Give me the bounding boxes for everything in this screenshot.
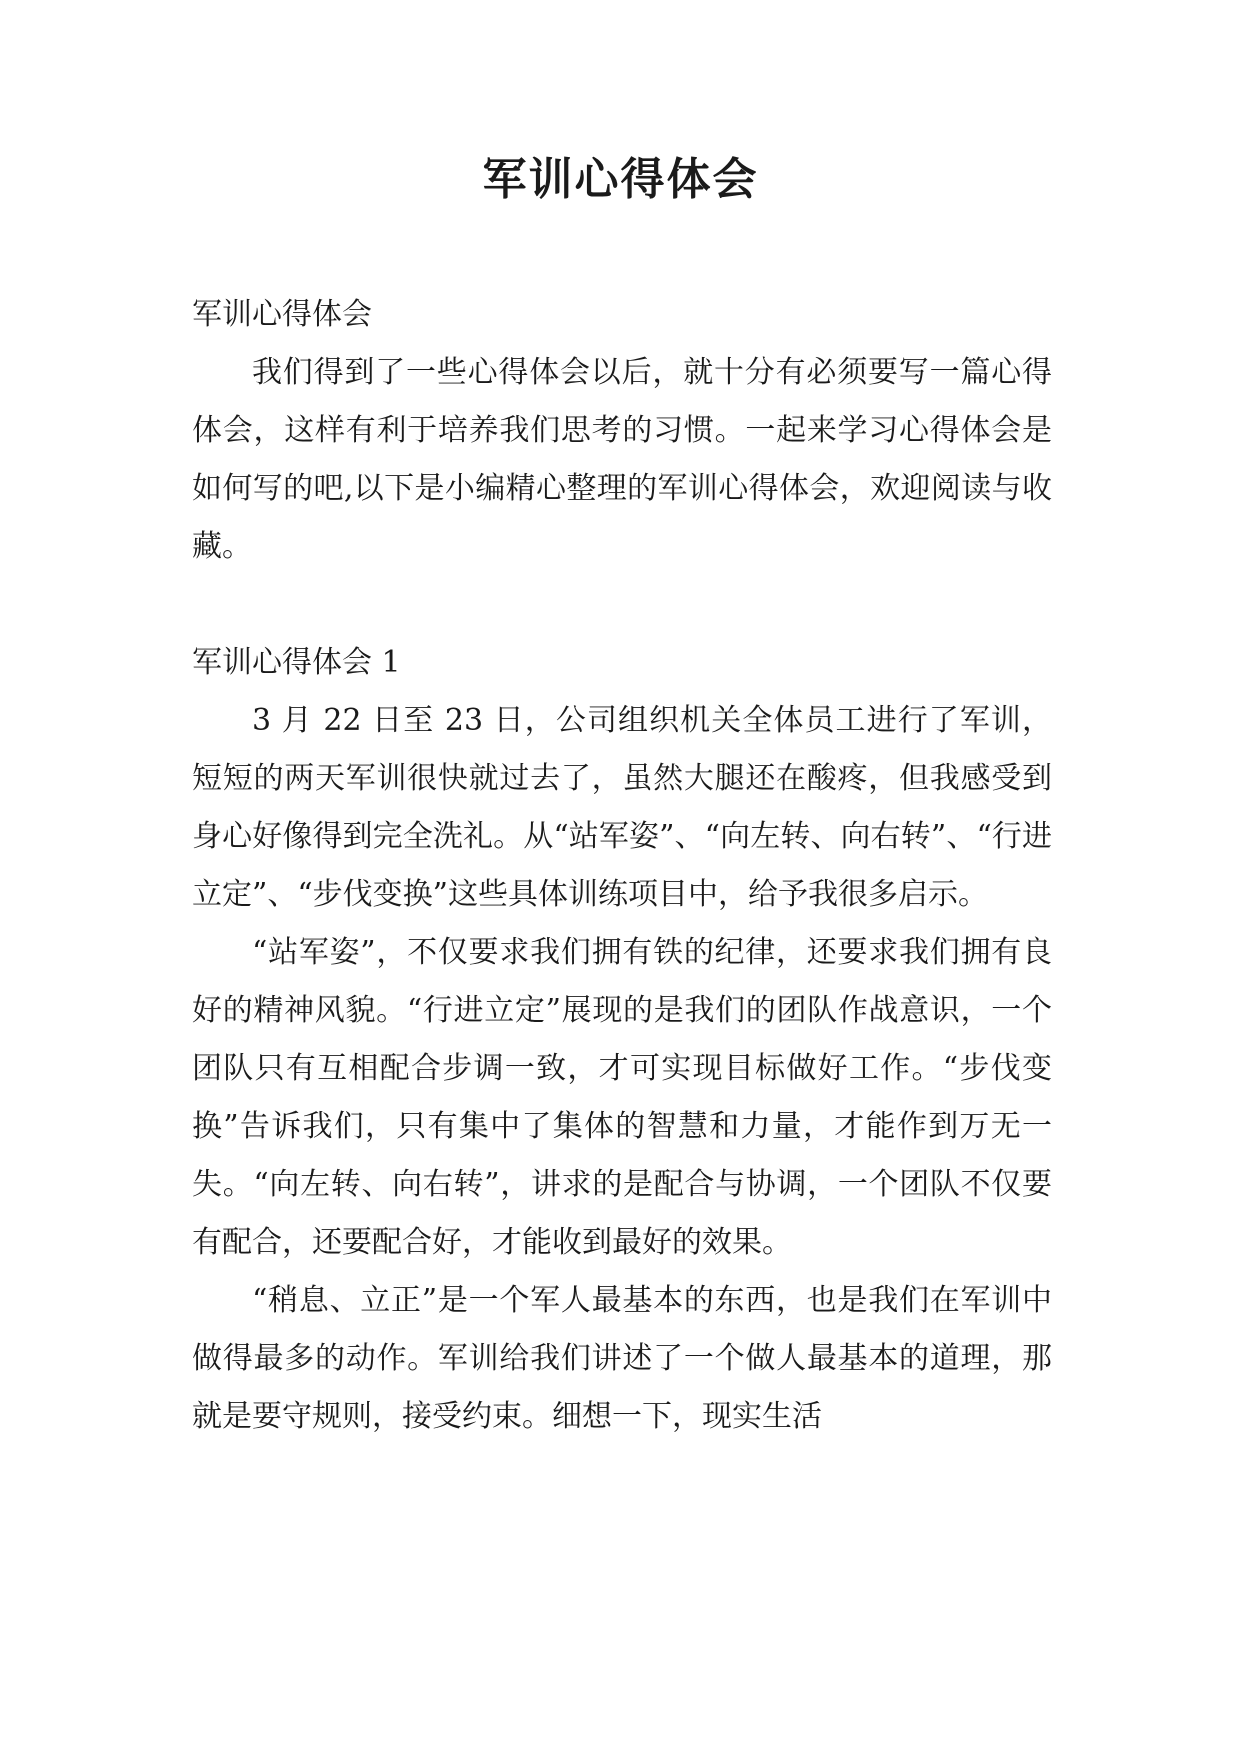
intro-paragraph: 我们得到了一些心得体会以后，就十分有必须要写一篇心得体会，这样有利于培养我们思考的习惯。一起来学习心得体会是如何写的吧,以下是小编精心整理的军训心得体会，欢迎阅读与收藏。 [192, 355, 1052, 564]
document-title: 军训心得体会 [482, 154, 759, 205]
section-1-paragraph: 3 月 22 日至 23 日，公司组织机关全体员工进行了军训，短短的两天军训很快就过去了，虽然大腿还在酸疼，但我感受到身心好像得到完全洗礼。从“站军姿”、“向左转、向右转”、“行进立定”、“步伐变换”这些具体训练项目中，给予我很多启示。 [192, 703, 1052, 912]
intro-heading: 军训心得体会 [192, 297, 372, 332]
document-body [192, 286, 1052, 1446]
section-1-heading: 军训心得体会 1 [192, 645, 401, 680]
section-1-paragraph: “站军姿”，不仅要求我们拥有铁的纪律，还要求我们拥有良好的精神风貌。“行进立定”展现的是我们的团队作战意识，一个团队只有互相配合步调一致，才可实现目标做好工作。“步伐变换”告诉我们，只有集中了集体的智慧和力量，才能作到万无一失。“向左转、向右转”，讲求的是配合与协调，一个团队不仅要有配合，还要配合好，才能收到最好的效果。 [192, 935, 1052, 1260]
section-1-paragraph: “稍息、立正”是一个军人最基本的东西，也是我们在军训中做得最多的动作。军训给我们讲述了一个做人最基本的道理，那就是要守规则，接受约束。细想一下，现实生活 [192, 1283, 1052, 1434]
